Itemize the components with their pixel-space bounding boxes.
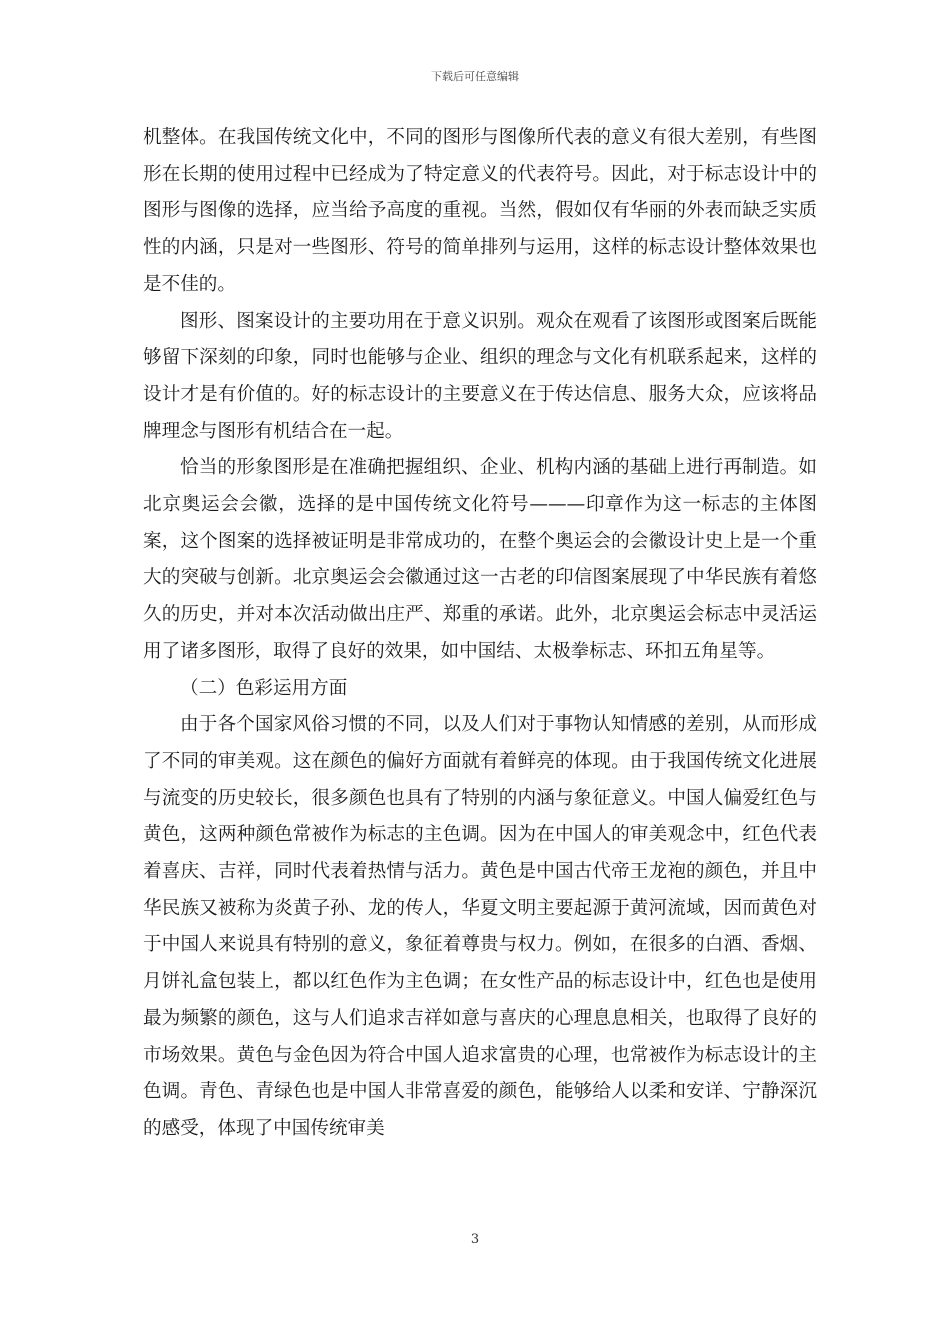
section-heading-color: （二）色彩运用方面: [180, 677, 348, 699]
paragraph-color-usage: 由于各个国家风俗习惯的不同，以及人们对于事物认知情感的差别，从而形成了不同的审美观。这在颜色的偏好方面就有着鲜亮的体现。由于我国传统文化进展与流变的历史较长，很多颜色也具有了特别的内涵与象征意义。中国人偏爱红色与黄色，这两种颜色常被作为标志的主色调。因为在中国人的审美观念中，红色代表着喜庆、吉祥，同时代表着热情与活力。黄色是中国古代帝王龙袍的颜色，并且中华民族又被称为炎黄子孙、龙的传人，华夏文明主要起源于黄河流域，因而黄色对于中国人来说具有特别的意义，象征着尊贵与权力。例如，在很多的白酒、香烟、月饼礼盒包装上，都以红色作为主色调；在女性产品的标志设计中，红色也是使用最为频繁的颜色，这与人们追求吉祥如意与喜庆的心理息息相关，也取得了良好的市场效果。黄色与金色因为符合中国人追求富贵的心理，也常被作为标志设计的主色调。青色、青绿色也是中国人非常喜爱的颜色，能够给人以柔和安详、宁静深沉的感受，体现了中国传统审美: [143, 714, 817, 1139]
page-header: 下载后可任意编辑: [431, 70, 519, 83]
document-body: [143, 120, 817, 1148]
page-number: 3: [470, 1232, 480, 1247]
paragraph-continuation: 机整体。在我国传统文化中，不同的图形与图像所代表的意义有很大差别，有些图形在长期的使用过程中已经成为了特定意义的代表符号。因此，对于标志设计中的图形与图像的选择，应当给予高度的重视。当然，假如仅有华丽的外表而缺乏实质性的内涵，只是对一些图形、符号的简单排列与运用，这样的标志设计整体效果也是不佳的。: [143, 127, 817, 295]
paragraph-olympic-emblem: 恰当的形象图形是在准确把握组织、企业、机构内涵的基础上进行再制造。如北京奥运会会徽，选择的是中国传统文化符号———印章作为这一标志的主体图案，这个图案的选择被证明是非常成功的，在整个奥运会的会徽设计史上是一个重大的突破与创新。北京奥运会会徽通过这一古老的印信图案展现了中华民族有着悠久的历史，并对本次活动做出庄严、郑重的承诺。此外，北京奥运会标志中灵活运用了诸多图形，取得了良好的效果，如中国结、太极拳标志、环扣五角星等。: [143, 457, 817, 662]
paragraph-graphic-design: 图形、图案设计的主要功用在于意义识别。观众在观看了该图形或图案后既能够留下深刻的印象，同时也能够与企业、组织的理念与文化有机联系起来，这样的设计才是有价值的。好的标志设计的主要意义在于传达信息、服务大众，应该将品牌理念与图形有机结合在一起。: [143, 310, 817, 442]
